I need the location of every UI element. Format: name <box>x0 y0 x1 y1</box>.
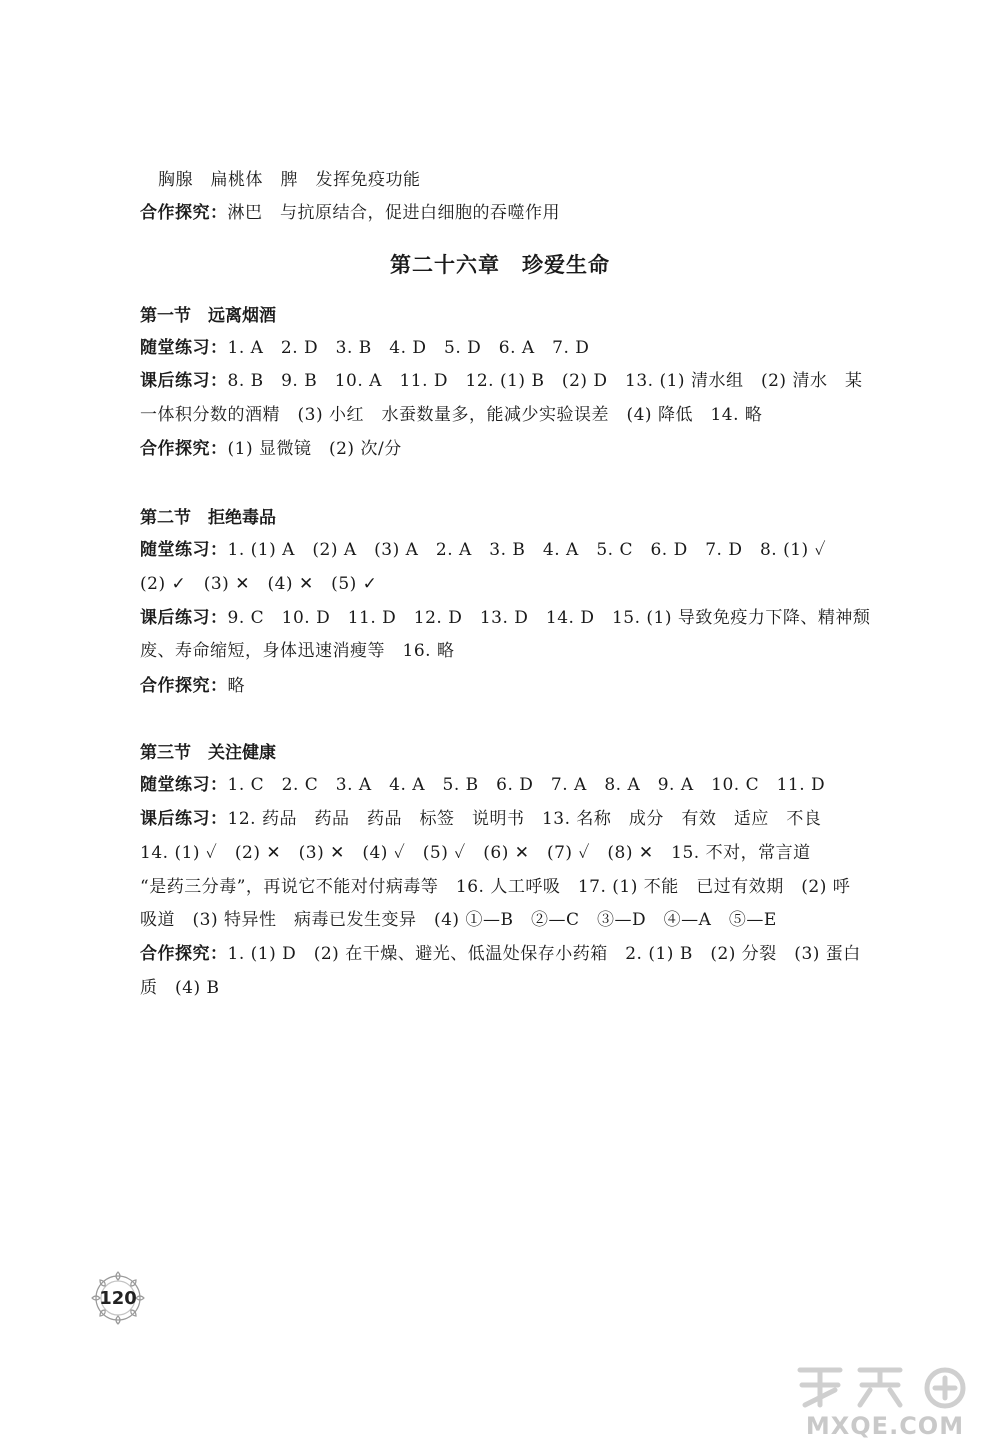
hezuo-label: 合作探究： <box>140 676 228 696</box>
suitang-text: 1. (1) A (2) A (3) A 2. A 3. B 4. A 5. C 6. D 7. D 8. (1) ✓ <box>227 540 827 560</box>
hezuo-text: 1. (1) D (2) 在干燥、避光、低温处保存小药箱 2. (1) B (2) 分裂 (3) 蛋白 <box>227 944 861 964</box>
suitang-text: 1. C 2. C 3. A 4. A 5. B 6. D 7. A 8. A 9. A 10. C 11. D <box>227 775 826 795</box>
hezuo-text: 略 <box>227 676 245 696</box>
top-line-1: 胸腺 扁桃体 脾 发挥免疫功能 <box>158 170 421 190</box>
page-number: 120 <box>99 1287 137 1309</box>
kehou-text: 8. B 9. B 10. A 11. D 12. (1) B (2) D 13. (1) 清水组 (2) 清水 某 <box>227 371 863 391</box>
section-2-kehou <box>140 608 870 628</box>
hezuo-text: (1) 显微镜 (2) 次/分 <box>227 439 402 459</box>
kehou-label: 课后练习： <box>140 809 228 829</box>
suitang-label: 随堂练习： <box>140 338 228 358</box>
hezuo-label: 合作探究： <box>140 203 228 223</box>
section-2-suitang-cont: (2) ✓ (3) ✕ (4) ✕ (5) ✓ <box>140 574 378 594</box>
section-2-title: 第二节 拒绝毒品 <box>140 508 276 528</box>
section-1-hezuo <box>140 439 870 459</box>
suitang-text: 1. A 2. D 3. B 4. D 5. D 6. A 7. D <box>227 338 590 358</box>
hezuo-label: 合作探究： <box>140 439 228 459</box>
section-3-suitang <box>140 775 870 795</box>
section-3-kehou <box>140 809 870 829</box>
suitang-label: 随堂练习： <box>140 540 228 560</box>
page-number-badge <box>88 1268 148 1328</box>
suitang-label: 随堂练习： <box>140 775 228 795</box>
section-3-kehou-cont-2: “是药三分毒”，再说它不能对付病毒等 16. 人工呼吸 17. (1) 不能 已过有效期 (2) 呼 <box>140 877 851 897</box>
section-3-hezuo-cont: 质 (4) B <box>140 978 220 998</box>
section-3-kehou-cont-3: 吸道 (3) 特异性 病毒已发生变异 (4) ①—B ②—C ③—D ④—A ⑤—E <box>140 910 777 930</box>
top-line-2 <box>140 203 870 223</box>
watermark-logo-icon <box>780 1360 990 1412</box>
section-2-suitang <box>140 540 870 560</box>
section-1-suitang <box>140 338 870 358</box>
section-2-hezuo <box>140 676 870 696</box>
hezuo-text: 淋巴 与抗原结合，促进白细胞的吞噬作用 <box>227 203 560 223</box>
kehou-label: 课后练习： <box>140 608 228 628</box>
chapter-title: 第二十六章 珍爱生命 <box>390 253 610 277</box>
section-3-kehou-cont-1: 14. (1) ✓ (2) ✕ (3) ✕ (4) ✓ (5) ✓ (6) ✕ (7) ✓ (8) ✕ 15. 不对，常言道 <box>140 843 811 863</box>
section-1-title: 第一节 远离烟酒 <box>140 306 276 326</box>
watermark <box>780 1360 990 1440</box>
section-3-title: 第三节 关注健康 <box>140 743 276 763</box>
kehou-text: 9. C 10. D 11. D 12. D 13. D 14. D 15. (1) 导致免疫力下降、精神颓 <box>227 608 871 628</box>
hezuo-label: 合作探究： <box>140 944 228 964</box>
section-3-hezuo <box>140 944 870 964</box>
section-1-kehou <box>140 371 870 391</box>
watermark-text: MXQE.COM <box>805 1412 965 1440</box>
kehou-label: 课后练习： <box>140 371 228 391</box>
section-2-kehou-cont: 废、寿命缩短，身体迅速消瘦等 16. 略 <box>140 641 455 661</box>
kehou-text: 12. 药品 药品 药品 标签 说明书 13. 名称 成分 有效 适应 不良 <box>227 809 822 829</box>
section-1-kehou-cont: 一体积分数的酒精 (3) 小红 水蚕数量多，能减少实验误差 (4) 降低 14. 略 <box>140 405 763 425</box>
